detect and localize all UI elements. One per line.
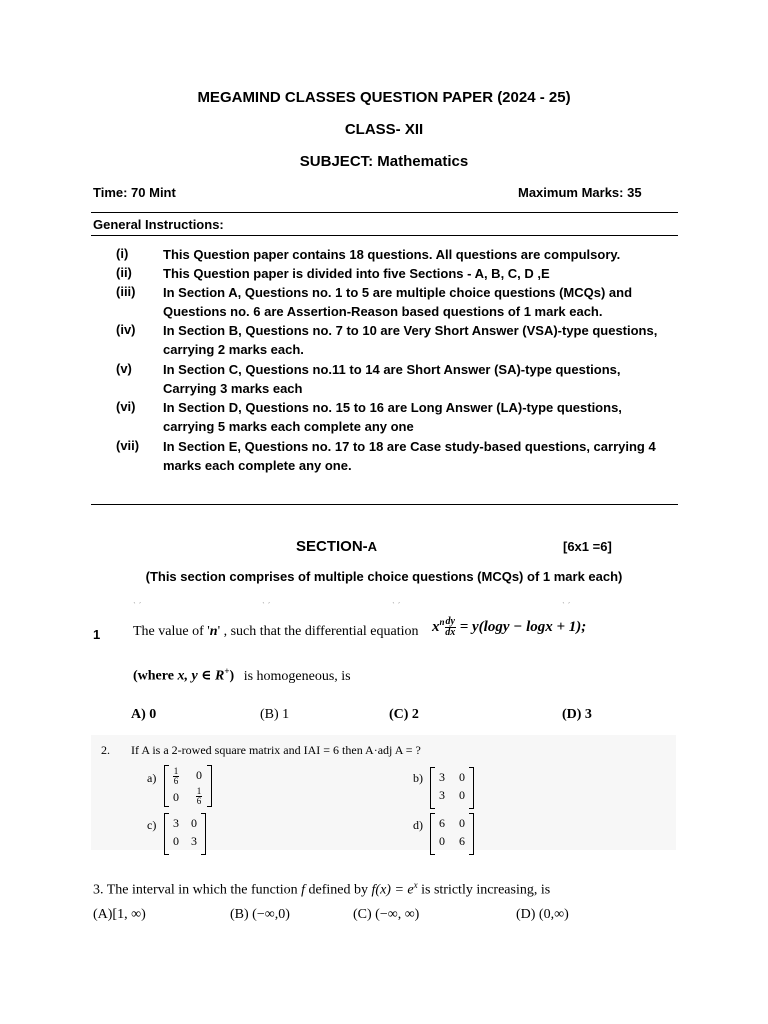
instruction-text	[163, 283, 683, 321]
instruction-number: (iii)	[116, 284, 136, 299]
q3-option-a: (A)[1, ∞)	[93, 907, 146, 922]
instruction-number: (iv)	[116, 322, 136, 337]
q3-option-b: (B) (−∞,0)	[230, 907, 290, 922]
q1-set-sup: +	[224, 666, 230, 676]
matrix-cell: 3	[439, 770, 445, 784]
q3-text-part: is strictly increasing, is	[417, 882, 551, 898]
q2-matrix-d	[430, 813, 474, 857]
instruction-line: Carrying 3 marks each	[163, 381, 303, 396]
matrix-cell: 6	[439, 816, 445, 830]
divider-section	[91, 504, 678, 505]
divider-top	[91, 212, 678, 213]
q2-matrix-c	[164, 813, 206, 857]
instruction-line: This Question paper contains 18 questions. All questions are compulsory.	[163, 247, 621, 262]
question-2-text: If A is a 2-rowed square matrix and IAI = 6 then A·adj A = ?	[131, 743, 421, 757]
q1-set: ∈ R	[197, 668, 225, 684]
instruction-line: This Question paper is divided into five Sections - A, B, C, D ,E	[163, 266, 550, 281]
instruction-text	[163, 321, 683, 359]
q3-option-c: (C) (−∞, ∞)	[353, 907, 420, 922]
fraction	[173, 767, 180, 786]
divider-instructions	[91, 235, 678, 236]
q1-where: (where	[133, 668, 178, 684]
instruction-text	[163, 264, 683, 283]
instruction-number: (i)	[116, 246, 129, 261]
instruction-line: carrying 5 marks each complete any one	[163, 419, 414, 434]
question-1-equation	[432, 617, 586, 638]
instruction-line: In Section B, Questions no. 7 to 10 are Very Short Answer (VSA)-type questions,	[163, 323, 658, 338]
matrix-cell	[192, 787, 206, 806]
instruction-line: carrying 2 marks each.	[163, 342, 304, 357]
q1-variable-n: n	[209, 624, 218, 639]
q1-option-d: (D) 3	[562, 707, 592, 722]
instruction-text	[163, 245, 683, 264]
q3-exponent: x	[413, 880, 418, 890]
q2-label-b: b)	[413, 771, 423, 785]
instruction-number: (v)	[116, 361, 132, 376]
matrix-cell: 0	[173, 834, 179, 848]
q1-close: )	[229, 668, 235, 684]
q1-xy: x, y	[177, 668, 198, 684]
eq-dx: dx	[445, 627, 456, 639]
matrix-cell: 0	[459, 788, 465, 802]
numerator: 1	[173, 766, 179, 776]
denominator: 6	[173, 776, 179, 786]
question-1-text	[133, 624, 419, 640]
max-marks-label: Maximum Marks: 35	[518, 185, 642, 200]
q1-homogeneous: is homogeneous, is	[243, 668, 351, 684]
eq-x: x	[432, 619, 440, 635]
scan-mark: ˋ ˊ	[133, 601, 142, 611]
instruction-number: (vii)	[116, 438, 140, 453]
instruction-text	[163, 398, 683, 436]
q2-label-d: d)	[413, 818, 423, 832]
instruction-number: (vi)	[116, 399, 136, 414]
fraction	[196, 787, 203, 806]
class-label: CLASS- XII	[344, 121, 424, 138]
section-a-title	[296, 538, 377, 555]
matrix-cell: 3	[439, 788, 445, 802]
instruction-line: In Section E, Questions no. 17 to 18 are Case study-based questions, carrying 4	[163, 439, 656, 454]
instruction-line: In Section A, Questions no. 1 to 5 are multiple choice questions (MCQs) and	[163, 285, 633, 300]
eq-dy: dy	[445, 616, 455, 628]
instruction-line: In Section C, Questions no.11 to 14 are Short Answer (SA)-type questions,	[163, 362, 621, 377]
q3-option-d: (D) (0,∞)	[516, 907, 569, 922]
instruction-line: In Section D, Questions no. 15 to 16 are Long Answer (LA)-type questions,	[163, 400, 622, 415]
matrix-cell	[169, 767, 183, 786]
eq-derivative	[445, 617, 456, 638]
q1-option-b: (B) 1	[260, 707, 290, 722]
question-1-number: 1	[93, 627, 101, 642]
matrix-cell: 0	[439, 834, 445, 848]
q3-function-f: f	[301, 882, 306, 898]
section-title-letter: A	[367, 539, 378, 554]
q1-option-a: A) 0	[131, 707, 157, 722]
section-title-text: SECTION-	[296, 538, 368, 555]
instructions-heading: General Instructions:	[93, 217, 224, 232]
q3-text-part: defined by	[305, 882, 372, 898]
q2-matrix-a	[164, 765, 212, 809]
section-a-note: (This section comprises of multiple choice questions (MCQs) of 1 mark each)	[145, 569, 623, 584]
matrix-cell: 0	[459, 770, 465, 784]
numerator: 1	[196, 786, 202, 796]
matrix-cell: 0	[196, 768, 202, 782]
matrix-cell: 0	[459, 816, 465, 830]
scan-mark: ˋ ˊ	[392, 601, 401, 611]
eq-exponent: n	[439, 617, 445, 627]
section-a-marks: [6x1 =6]	[563, 539, 612, 554]
q2-matrix-b	[430, 767, 474, 811]
q1-text-part: The value of '	[133, 624, 210, 639]
time-label: Time: 70 Mint	[93, 185, 176, 200]
q1-text-part: ' , such that the differential equation	[217, 624, 419, 639]
matrix-cell: 0	[191, 816, 197, 830]
matrix-cell: 3	[173, 816, 179, 830]
question-1-line2	[133, 666, 351, 685]
matrix-cell: 6	[459, 834, 465, 848]
q3-function-def: f(x) = e	[371, 882, 414, 898]
instruction-number: (ii)	[116, 265, 132, 280]
q1-option-c: (C) 2	[389, 707, 419, 722]
instruction-line: marks each complete any one.	[163, 458, 352, 473]
eq-rhs: = y(logy − logx + 1);	[459, 619, 587, 635]
instruction-line: Questions no. 6 are Assertion-Reason based questions of 1 mark each.	[163, 304, 603, 319]
q2-label-a: a)	[147, 771, 157, 785]
instruction-text	[163, 360, 683, 398]
paper-title: MEGAMIND CLASSES QUESTION PAPER (2024 - 25)	[197, 89, 571, 106]
matrix-cell: 0	[173, 790, 179, 804]
subject-label: SUBJECT: Mathematics	[299, 153, 469, 170]
q3-text-part: 3. The interval in which the function	[93, 882, 302, 898]
matrix-cell: 3	[191, 834, 197, 848]
scan-mark: ˋ ˊ	[562, 601, 571, 611]
question-3-text	[93, 880, 550, 899]
denominator: 6	[196, 796, 202, 806]
instruction-text	[163, 437, 683, 475]
q2-label-c: c)	[147, 818, 157, 832]
question-2-number: 2.	[101, 743, 110, 757]
scan-mark: ˋ ˊ	[262, 601, 271, 611]
